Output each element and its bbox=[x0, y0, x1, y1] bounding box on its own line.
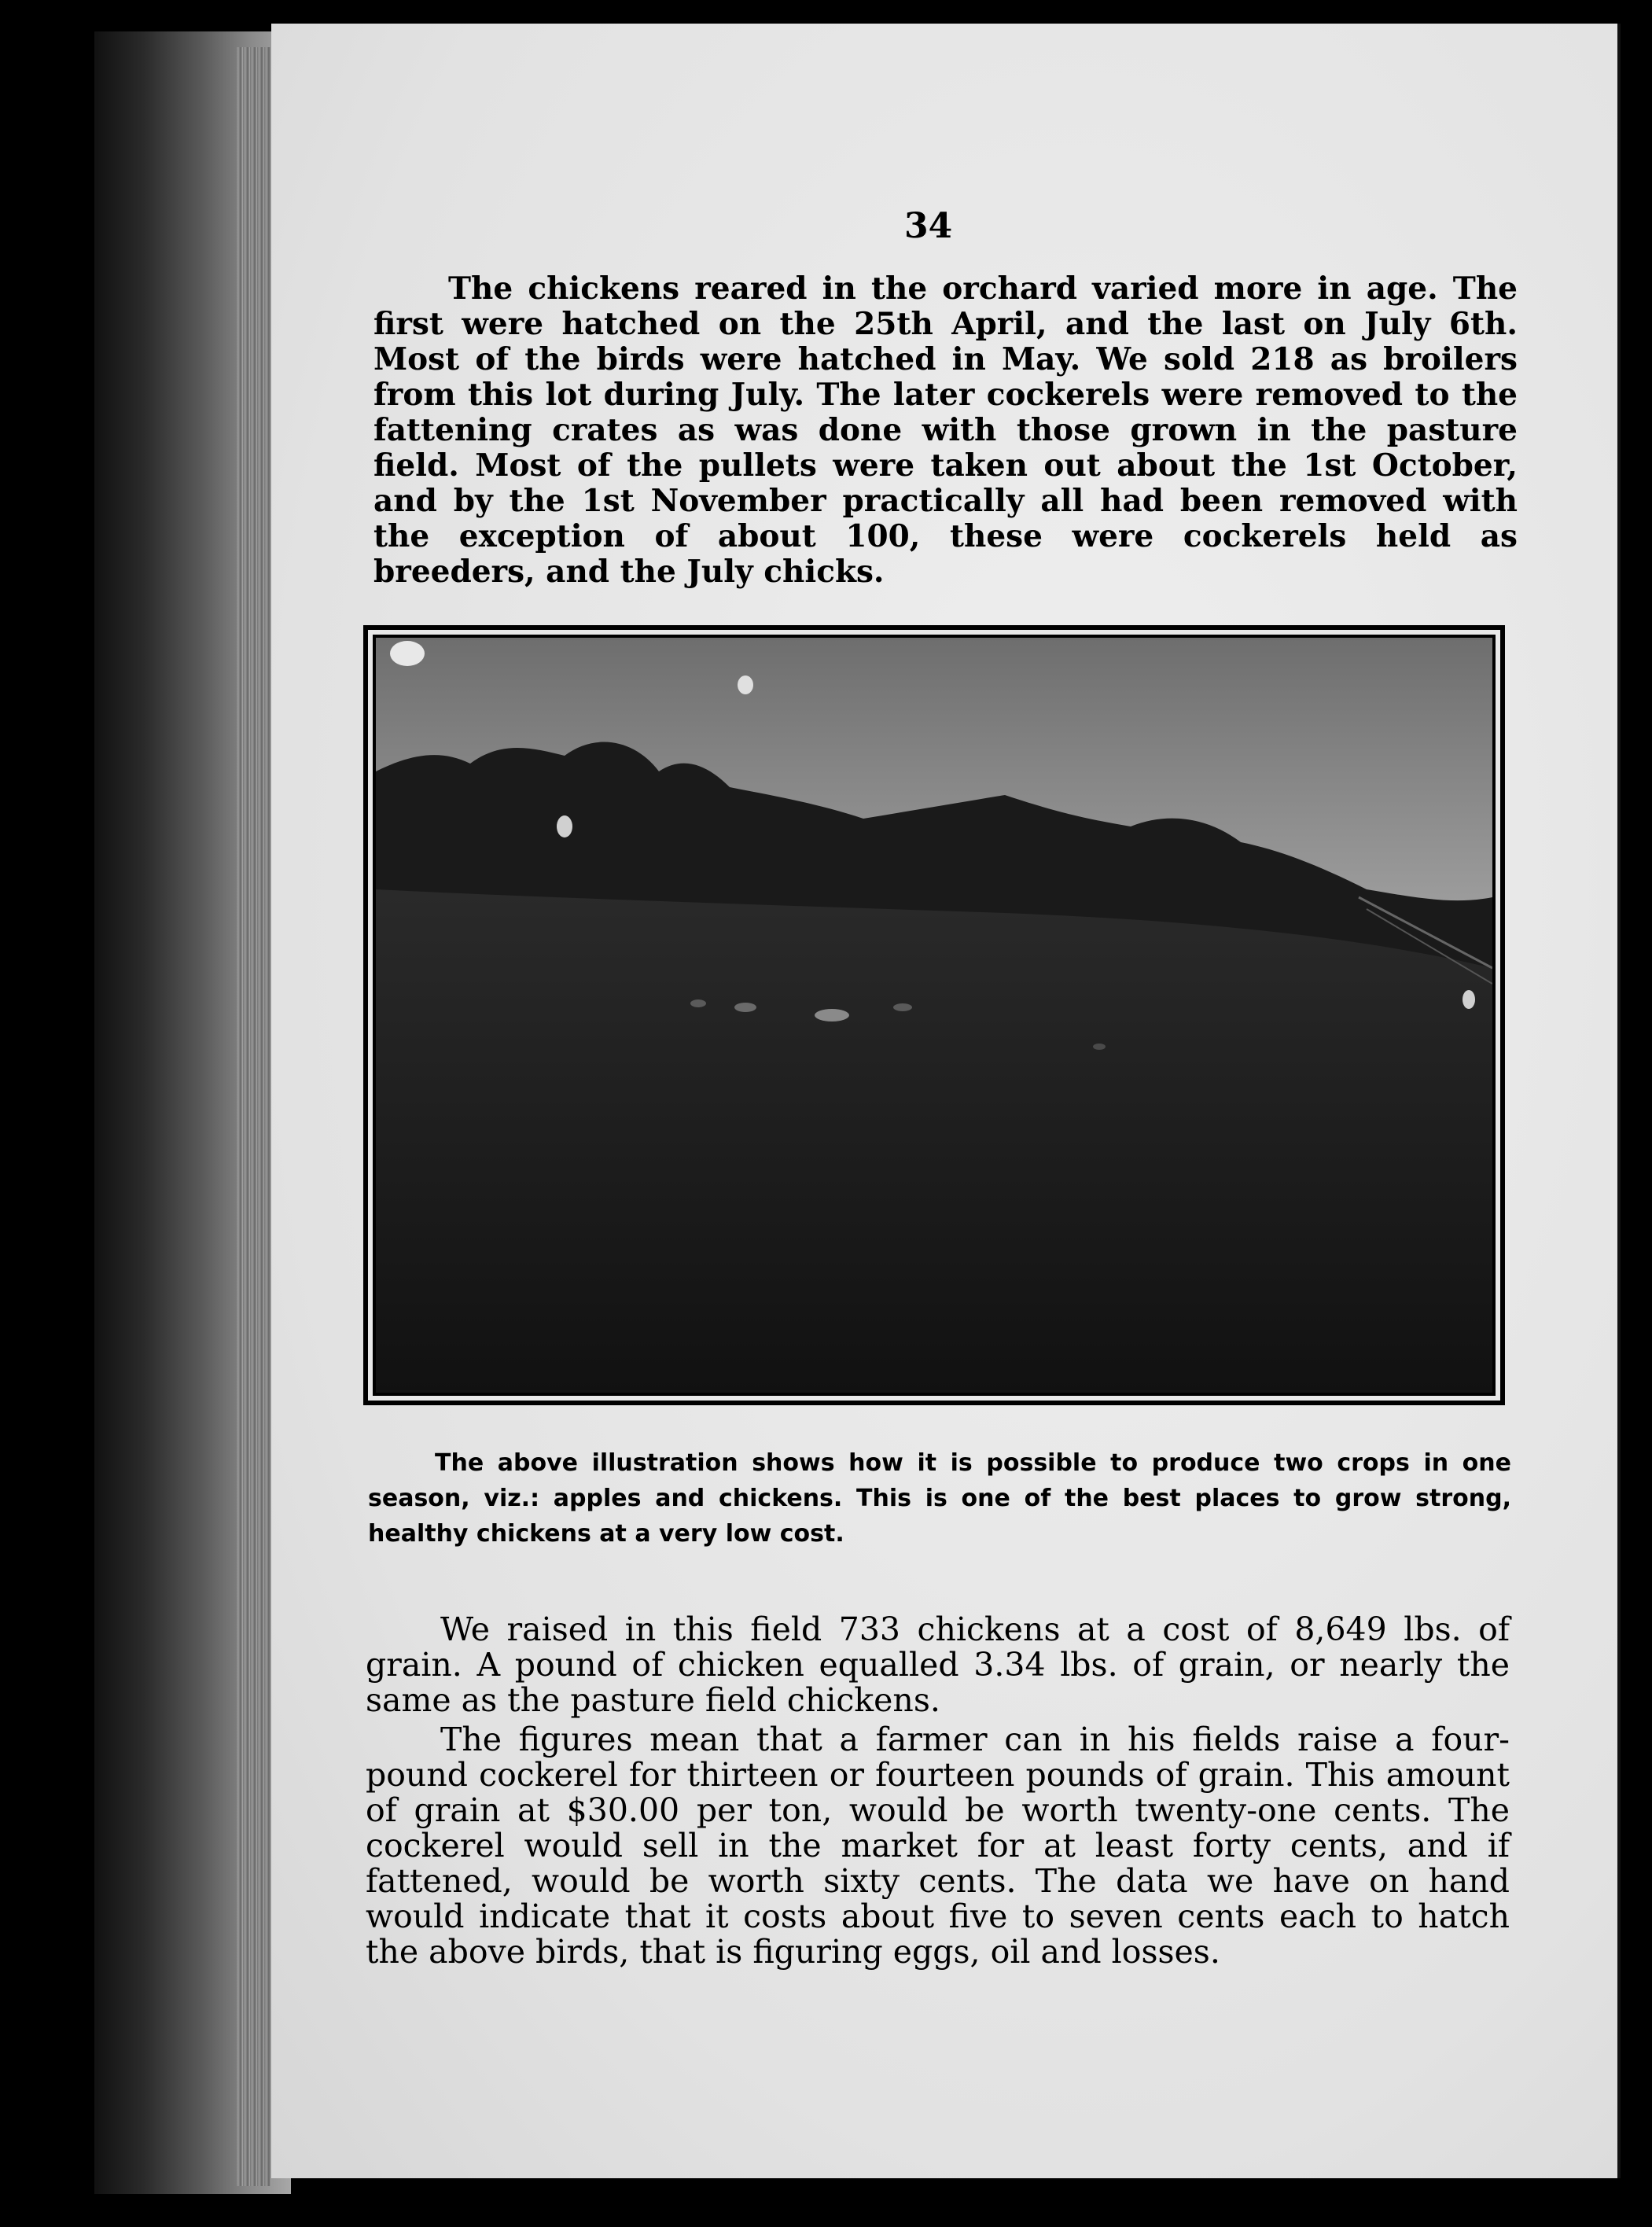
orchard-photograph bbox=[363, 625, 1505, 1405]
body-paragraph-2: The figures mean that a farmer can in his fields raise a four-pound cockerel for thirteen or fourteen pounds of grain. This amount of grain at $30.00 per ton, would be worth twenty-one cents. The cockerel would sell in the market for at least forty cents, and if fattened, would be worth sixty cents. The data we have on hand would indicate that it costs about five to seven cents each to hatch the above birds, that is figuring eggs, oil and losses. bbox=[366, 1721, 1510, 1971]
photo-caption: The above illustration shows how it is possible to produce two crops in one season, viz.: apples and chickens. This is one of the best places to grow strong, healthy chickens at a very low cost. bbox=[368, 1449, 1511, 1548]
page-edges bbox=[236, 47, 271, 2186]
body-paragraph-1: We raised in this field 733 chickens at a cost of 8,649 lbs. of grain. A pound of chicken equalled 3.34 lbs. of grain, or nearly the same as the pasture field chickens. bbox=[366, 1610, 1510, 1719]
page-right-border bbox=[1617, 24, 1621, 2178]
intro-paragraph: The chickens reared in the orchard varied more in age. The first were hatched on the 25th April, and the last on July 6th. Most of the birds were hatched in May. We sold 218 as broilers from this lot during July. The later cockerels were removed to the fattening crates as was done with those grown in the pasture field. Most of the pullets were taken out about the 1st October, and by the 1st November practically all had been removed with the exception of about 100, these were cockerels held as breeders, and the July chicks. bbox=[373, 271, 1518, 590]
orchard-scene-image bbox=[376, 638, 1492, 1393]
photo-image bbox=[373, 635, 1496, 1396]
page-number: 34 bbox=[904, 206, 953, 246]
